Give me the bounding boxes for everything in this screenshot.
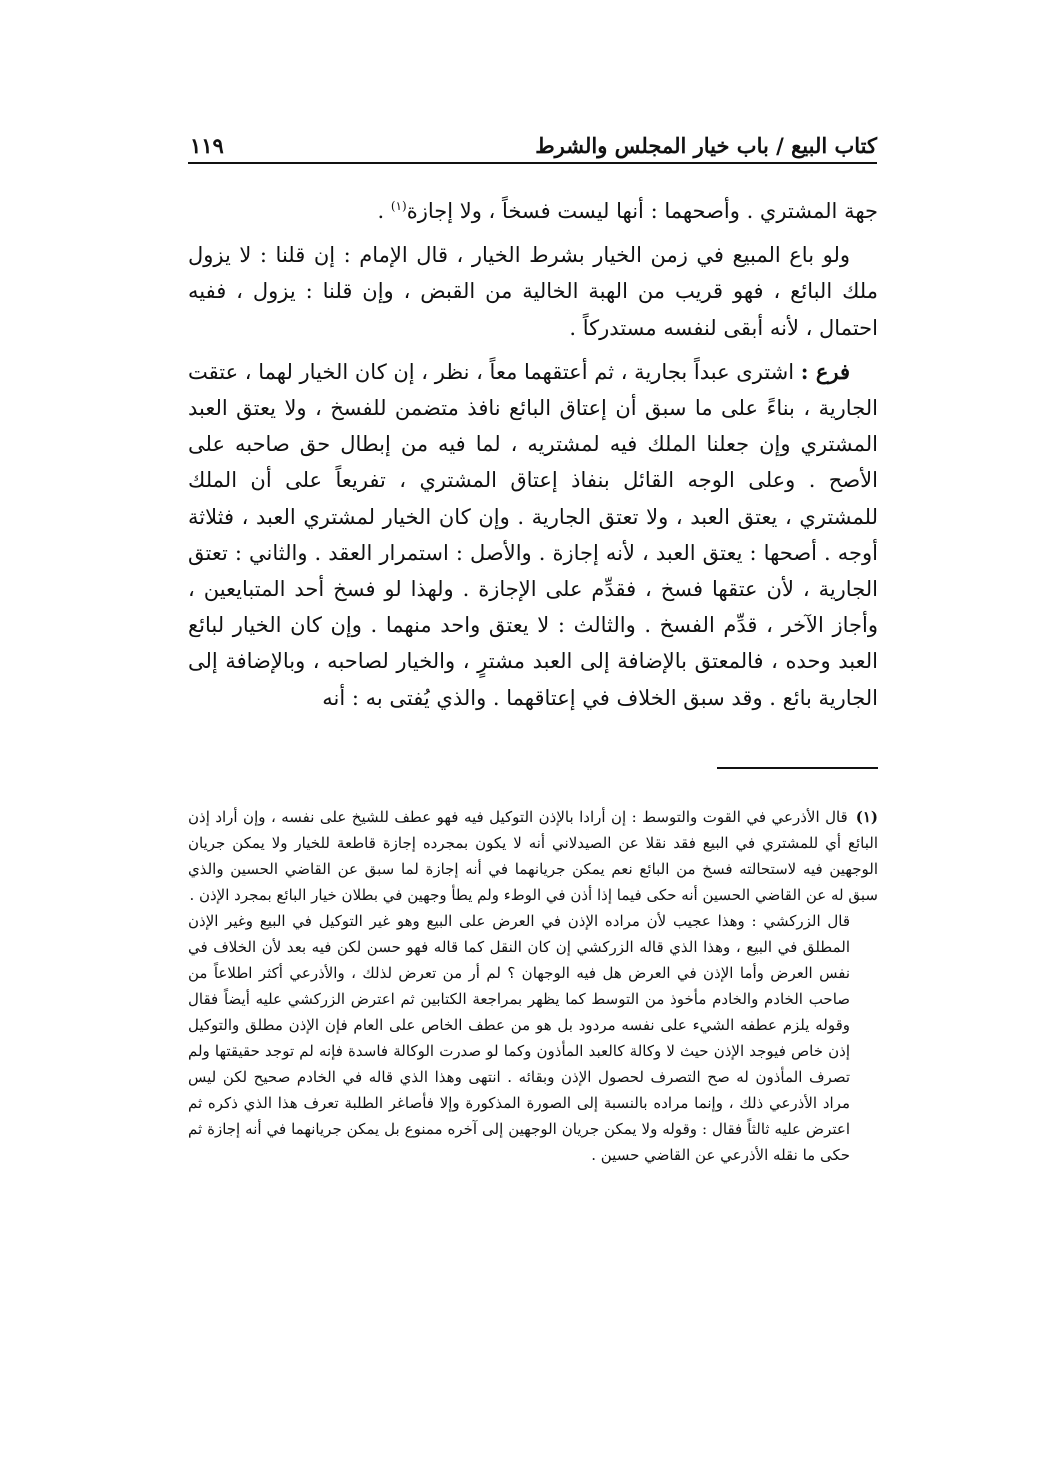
- footnotes: [188, 804, 878, 1168]
- footnote-1-text: قال الأذرعي في القوت والتوسط : إن أرادا بالإذن التوكيل فيه فهو عطف للشيخ على نفسه ، وإن أراد إذن البائع أي للمشتري في البيع فقد نقلا عن الصيدلاني أنه لا يكون بمجرده إجازة قاطعة للخيار ولا يمكن جريان الوجهين فيه لاستحالته فسخ من البائع نعم يمكن جريانهما في أنه إجازة لما سبق عن القاضي الحسين والذي سبق له عن القاضي الحسين أنه حكى فيما إذا أذن في الوطء ولم يطأ وجهين في بطلان خيار البائع بمجرد الإذن .: [188, 808, 878, 904]
- footnote-1-continued: قال الزركشي : وهذا عجيب لأن مراده الإذن في العرض على البيع وهو غير التوكيل في البيع وغير الإذن المطلق في البيع ، وهذا الذي قاله الزركشي إن كان النقل كما قاله فهو حسن لكن فيه بعد لأن الخلاف في نفس العرض وأما الإذن في العرض هل فيه الوجهان ؟ لم أر من تعرض لذلك ، والأذرعي أكثر اطلاعاً من صاحب الخادم والخادم مأخوذ من التوسط كما يظهر بمراجعة الكتابين ثم اعترض الزركشي عليه أيضاً فقال وقوله يلزم عطفه الشيء على نفسه مردود بل هو من عطف الخاص على العام فإن الإذن مطلق والتوكيل إذن خاص فيوجد الإذن حيث لا وكالة كالعبد المأذون وكما لو صدرت الوكالة فاسدة فإنه لم توجد حقيقتها ولم تصرف المأذون له صح التصرف لحصول الإذن وبقائه . انتهى وهذا الذي قاله في الخادم صحيح لكن ليس مراد الأذرعي ذلك ، وإنما مراده بالنسبة إلى الصورة المذكورة وإلا فأصاغر الطلبة تعرف هذا الذي ذكره ثم اعترض عليه ثالثاً فقال : وقوله ولا يمكن جريان الوجهين إلى آخره ممنوع بل يمكن جريانهما في أنه إجازة ثم حكى ما نقله الأذرعي عن القاضي حسين .: [188, 912, 851, 1164]
- main-text: [188, 188, 878, 724]
- paragraph-1-text: جهة المشتري . وأصحهما : أنها ليست فسخاً ، ولا إجازة: [406, 199, 878, 223]
- page-number: ١١٩: [190, 133, 224, 158]
- paragraph-3: [188, 354, 878, 716]
- paragraph-3-text: اشترى عبداً بجارية ، ثم أعتقهما معاً ، نظر ، إن كان الخيار لهما ، عتقت الجارية ، بناءً على ما سبق أن إعتاق البائع نافذ متضمن للفسخ ، ولا يعتق العبد المشتري وإن جعلنا الملك فيه لمشتريه ، لما فيه من إبطال حق صاحبه على الأصح . وعلى الوجه القائل بنفاذ إعتاق المشتري ، تفريعاً على أن الملك للمشتري ، يعتق العبد ، ولا تعتق الجارية . وإن كان الخيار لمشتري العبد ، فثلاثة أوجه . أصحها : يعتق العبد ، لأنه إجازة . والأصل : استمرار العقد . والثاني : تعتق الجارية ، لأن عتقها فسخ ، فقدِّم على الإجازة . ولهذا لو فسخ أحد المتبايعين ، وأجاز الآخر ، قدِّم الفسخ . والثالث : لا يعتق واحد منهما . وإن كان الخيار لبائع العبد وحده ، فالمعتق بالإضافة إلى العبد مشترٍ ، والخيار لصاحبه ، وبالإضافة إلى الجارية بائع . وقد سبق الخلاف في إعتاقهما . والذي يُفتى به : أنه: [188, 359, 878, 710]
- footnote-1: [188, 804, 878, 908]
- footnote-number: (١): [855, 808, 878, 826]
- running-title: كتاب البيع / باب خيار المجلس والشرط: [535, 133, 877, 158]
- footnote-ref: (١): [390, 199, 407, 213]
- footnote-rule: [717, 767, 878, 769]
- paragraph-1-end: .: [377, 199, 391, 223]
- page-header: [190, 128, 877, 158]
- far-label: فرع :: [800, 358, 851, 384]
- header-rule: [188, 162, 877, 164]
- paragraph-2: ولو باع المبيع في زمن الخيار بشرط الخيار ، قال الإمام : إن قلنا : لا يزول ملك البائع ، فهو قريب من الهبة الخالية من القبض ، وإن قلنا : يزول ، ففيه احتمال ، لأنه أبقى لنفسه مستدركاً .: [188, 243, 878, 340]
- paragraph-1: [188, 188, 878, 229]
